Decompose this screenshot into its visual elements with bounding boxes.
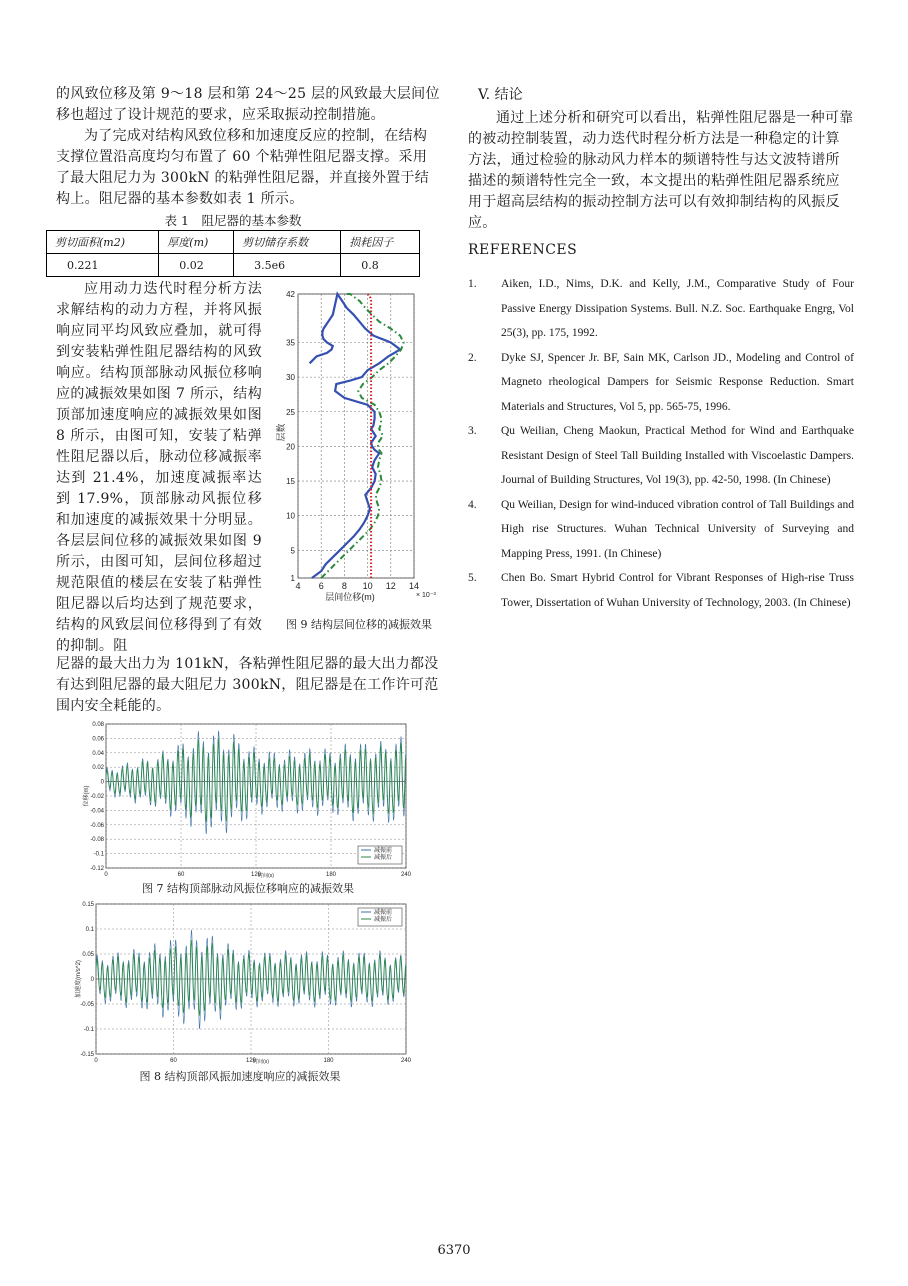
y-tick-label: 0.1	[85, 927, 94, 933]
table-row	[47, 254, 420, 277]
y-tick-label: 42	[286, 290, 295, 299]
interstory-displacement-chart	[274, 286, 444, 606]
figure-9-caption: 图 9 结构层间位移的减振效果	[286, 618, 432, 631]
figure-9	[274, 286, 444, 606]
page-number: 6370	[437, 1243, 471, 1258]
x-tick-label: 180	[323, 1058, 334, 1064]
x-tick-label: 10	[362, 581, 373, 591]
top-acceleration-response-chart	[70, 898, 420, 1066]
reference-text: Qu Weilian, Cheng Maokun, Practical Method for Wind and Earthquake Resistant Design of Steel Tall Building Installed with Viscoelastic Dampers. Journal of Building Structures, Vol 19(3), pp. 42-50, 1998. (In Chinese)	[501, 425, 854, 486]
x-axis-exponent: × 10⁻³	[416, 592, 436, 599]
reference-item	[468, 419, 854, 493]
reference-number: 4.	[468, 498, 477, 511]
references-heading: REFERENCES	[468, 242, 578, 258]
paragraph-damper-force: 尼器的最大出力为 101kN，各粘弹性阻尼器的最大出力都没有达到阻尼器的最大阻尼力 300kN，阻尼器是在工作许可范围内安全耗能的。	[56, 656, 439, 714]
figure-8	[70, 898, 420, 1066]
y-tick-label: -0.1	[83, 1027, 94, 1033]
reference-item	[468, 493, 854, 567]
table-cell: 0.221	[47, 254, 159, 277]
y-tick-label: 20	[286, 442, 295, 452]
x-tick-label: 0	[104, 872, 108, 878]
y-tick-label: -0.1	[93, 851, 104, 858]
legend-label: 减振前	[374, 848, 393, 854]
table-header-row	[47, 231, 420, 254]
x-tick-label: 60	[170, 1058, 177, 1064]
conclusion-heading: V. 结论	[478, 87, 523, 103]
figure-7-caption: 图 7 结构顶部脉动风振位移响应的减振效果	[142, 882, 354, 895]
legend-label: 减振前	[374, 910, 393, 916]
conclusion-text: 通过上述分析和研究可以看出，粘弹性阻尼器是一种可靠的被动控制装置，动力迭代时程分析方法是一种稳定的计算方法，通过检验的脉动风力样本的频谱特性与达文波特谱所描述的频谱特性完全一致，本文提出的粘弹性阻尼器系统应用于超高层结构的振动控制方法可以有效抑制结构的风振反应。	[468, 110, 854, 231]
paragraph-wind-displacement: 的风致位移及第 9～18 层和第 24～25 层的风致最大层间位移也超过了设计规范的要求，应采取振动控制措施。	[56, 86, 440, 123]
left-column-top	[56, 84, 440, 210]
table-cell: 3.5e6	[234, 254, 341, 277]
y-axis-label: 层数	[276, 423, 286, 442]
reference-number: 1.	[468, 278, 477, 290]
x-tick-label: 180	[325, 872, 337, 878]
plot-frame	[298, 294, 414, 578]
conclusion-section	[468, 108, 854, 234]
y-tick-label: -0.08	[90, 837, 104, 844]
y-tick-label: 35	[286, 338, 295, 348]
reference-item	[468, 566, 854, 615]
x-tick-label: 12	[385, 581, 396, 591]
reference-text: Qu Weilian, Design for wind-induced vibration control of Tall Buildings and High rise Structures. Wuhan Technical University of Surveying and Mapping Press, 1991. (In Chinese)	[501, 498, 854, 560]
y-tick-label: 0	[100, 779, 104, 786]
paragraph-damper-layout: 为了完成对结构风致位移和加速度反应的控制，在结构支撑位置沿高度均匀布置了 60 个粘弹性阻尼器支撑。采用了最大阻尼力为 300kN 的粘弹性阻尼器，并直接外置于结构上。阻尼器的基本参数如表 1 所示。	[56, 128, 430, 207]
x-tick-label: 120	[245, 1058, 257, 1064]
left-column-bottom	[56, 654, 440, 717]
table-caption: 表 1 阻尼器的基本参数	[164, 213, 302, 228]
reference-list	[468, 272, 854, 615]
y-tick-label: 0.08	[92, 722, 104, 728]
y-tick-label: 0.04	[92, 750, 104, 757]
figure-7	[78, 718, 418, 878]
y-tick-label: 1	[290, 574, 295, 583]
y-tick-label: 0.02	[92, 765, 104, 772]
y-tick-label: 30	[286, 373, 295, 383]
table-header-cell: 厚度(m)	[159, 231, 234, 254]
y-tick-label: -0.12	[90, 866, 104, 872]
y-tick-label: -0.15	[80, 1052, 94, 1058]
x-tick-label: 240	[400, 872, 412, 878]
table-header-cell: 剪切储存系数	[234, 231, 341, 254]
reference-number: 3.	[468, 425, 477, 437]
legend-label: 减振后	[374, 917, 393, 923]
x-tick-label: 14	[408, 581, 420, 591]
x-tick-label: 120	[250, 872, 262, 878]
table-header-cell: 损耗因子	[341, 231, 420, 254]
table-cell: 0.02	[159, 254, 234, 277]
x-axis-label: 层间位移(m)	[325, 592, 375, 602]
paragraph-analysis-results: 应用动力迭代时程分析方法求解结构的动力方程，并将风振响应同平均风致应叠加，就可得到安装粘弹性阻尼器结构的风致响应。结构顶部脉动风振位移响应的减振效果如图 7 所示，结构顶部加速度响应的减振效果如图 8 所示，由图可知，安装了粘弹性阻尼器以后，脉动位移减振率达到 21.4%，加速度减振率达到 17.9%，顶部脉动风振位移和加速度的减振效果十分明显。各层层间位移的减振效果如图 9 所示，由图可知，层间位移超过规范限值的楼层在安装了粘弹性阻尼器以后均达到了规范要求，结构的风致层间位移得到了有效的抑制。阻	[56, 281, 262, 654]
x-tick-label: 6	[318, 581, 324, 591]
y-axis-label: 加速度(m/s^2)	[76, 960, 82, 998]
y-tick-label: -0.05	[80, 1002, 94, 1008]
x-tick-label: 240	[400, 1058, 412, 1064]
top-displacement-response-chart	[78, 718, 418, 878]
reference-item	[468, 346, 854, 420]
y-tick-label: -0.04	[90, 808, 104, 815]
legend-label: 减振后	[374, 855, 393, 861]
y-tick-label: 0.15	[82, 902, 94, 908]
reference-text: Dyke SJ, Spencer Jr. BF, Sain MK, Carlson JD., Modeling and Control of Magneto rheological Dampers for Seismic Response Reduction. Smart Materials and Structures, Vol 5, pp. 565-75, 1996.	[501, 351, 854, 413]
y-tick-label: 0.06	[92, 736, 104, 743]
figure-8-caption: 图 8 结构顶部风振加速度响应的减振效果	[139, 1070, 341, 1083]
reference-number: 5.	[468, 572, 477, 584]
y-tick-label: 15	[286, 477, 295, 487]
x-tick-label: 0	[94, 1058, 98, 1064]
y-tick-label: 0	[90, 977, 94, 983]
y-tick-label: 10	[286, 511, 295, 521]
y-tick-label: 5	[290, 546, 295, 556]
reference-text: Aiken, I.D., Nims, D.K. and Kelly, J.M., Comparative Study of Four Passive Energy Dissipation Systems. Bull. N.Z. Soc. Earthquake Engrg, Vol 25(3), pp. 175, 1992.	[501, 278, 854, 339]
y-tick-label: -0.02	[90, 794, 104, 800]
damper-parameter-table	[46, 230, 420, 277]
x-axis-label: 时间(s)	[253, 1059, 269, 1065]
y-axis-label: 位移(m)	[84, 785, 90, 807]
table-header-cell: 剪切面积(m2)	[47, 231, 159, 254]
reference-item	[468, 272, 854, 346]
table-cell: 0.8	[341, 254, 420, 277]
y-tick-label: -0.06	[90, 822, 104, 829]
y-tick-label: 0.05	[82, 952, 94, 958]
left-column-wrap	[56, 279, 262, 657]
x-axis-label: 时间(s)	[258, 873, 274, 878]
x-tick-label: 60	[177, 872, 185, 878]
y-tick-label: 25	[286, 407, 295, 417]
x-tick-label: 8	[341, 581, 347, 591]
x-tick-label: 4	[295, 581, 301, 591]
reference-text: Chen Bo. Smart Hybrid Control for Vibrant Responses of High-rise Truss Tower, Dissertation of Wuhan University of Technology, 2003. (In Chinese)	[501, 572, 854, 609]
reference-number: 2.	[468, 351, 477, 364]
